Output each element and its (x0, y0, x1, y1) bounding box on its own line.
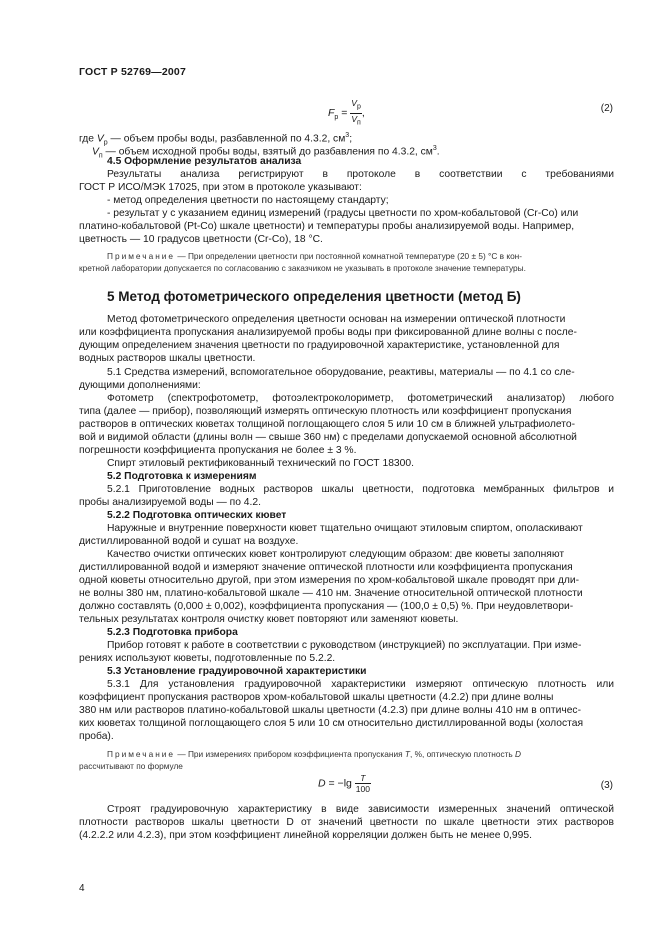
where-sub-1: р (103, 139, 108, 147)
formula-2 (328, 98, 365, 128)
paragraph-line: пробы анализируемой воды — по 4.2. (79, 497, 261, 508)
formula-3-lhs: D (318, 777, 326, 790)
paragraph-line: погрешности коэффициента пропускания не более ± 3 %. (79, 445, 357, 456)
where-var-2: V (92, 146, 99, 158)
paragraph-line: или коэффициента пропускания анализируемой пробы воды при фиксированной длине волны с после- (79, 327, 577, 338)
where-text-1: — объем пробы воды, разбавленной по 4.3.2, см (107, 133, 346, 145)
paragraph-line: рениях используют кюветы, подготовленные по 5.2.2. (79, 653, 336, 664)
paragraph-line: растворов в оптических кюветах толщиной поглощающего слоя 5 или 10 см в ближней ультрафиолето- (79, 419, 576, 430)
paragraph-line: дистиллированной водой и сушат на воздухе. (79, 536, 299, 547)
where-text-2: — объем исходной пробы воды, взятый до разбавления по 4.3.2, см (102, 146, 433, 158)
note-2-line-2: рассчитывают по формуле (79, 761, 183, 771)
note-1-line-1 (107, 251, 522, 262)
paragraph-line: проба). (79, 731, 114, 742)
paragraph-line: (4.2.2.2 или 4.2.3), при этом коэффициент линейной корреляции должен быть не менее 0,995. (79, 830, 532, 841)
note-2-text-a: — При измерениях прибором коэффициента пропускания (175, 749, 405, 759)
formula-2-lhs-sub: р (334, 114, 339, 122)
note-1-label: Примечание (107, 251, 176, 261)
formula-2-den-sub: п (357, 119, 361, 127)
formula-2-number: (2) (600, 103, 613, 114)
where-sub-2: п (98, 152, 103, 160)
formula-3-den: 100 (355, 784, 370, 794)
paragraph-line: вой и видимой области (длины волн — свыше 360 нм) с пределами допускаемой основной абсолютной (79, 432, 577, 443)
note-1-text: — При определении цветности при постоянной комнатной температуре (20 ± 5) °С в кон- (175, 251, 523, 261)
page-header: ГОСТ Р 52769—2007 (79, 66, 187, 78)
paragraph-line: ГОСТ Р ИСО/МЭК 17025, при этом в протоколе указывают: (79, 182, 362, 193)
heading-5-2-3: 5.2.3 Подготовка прибора (107, 627, 238, 638)
note-2-label: Примечание (107, 749, 176, 759)
paragraph-line: Строят градуировочную характеристику в виде зависимости измеренных значений оптической (107, 804, 614, 815)
note-1-line-2: кретной лаборатории допускается по согласованию с заказчиком не указывать в протоколе значение температуры. (79, 263, 526, 273)
note-2-text-b: , %, оптическую плотность (409, 749, 516, 759)
paragraph-line: Прибор готовят к работе в соответствии с руководством (инструкцией) по эксплуатации. При изме- (107, 640, 582, 651)
where-sup-2: 3 (432, 145, 437, 152)
note-2-var-t: T (404, 749, 410, 759)
formula-3-fraction (355, 773, 371, 794)
paragraph-line: плотности растворов шкалы цветности D от значений цветности по шкале цветности этих растворов (79, 817, 614, 828)
formula-3 (318, 773, 371, 794)
formula-2-eq: = (338, 106, 351, 119)
formula-2-fraction (350, 98, 362, 128)
paragraph-line: Метод фотометрического определения цветности основан на измерении оптической плотности (107, 314, 566, 325)
note-2-line-1 (107, 749, 521, 760)
heading-5-2: 5.2 Подготовка к измерениям (107, 471, 257, 482)
paragraph-line: не волны 380 нм, платино-кобальтовой шкале — 410 нм. Значение относительной оптической плотности (79, 588, 583, 599)
paragraph-line: - результат у с указанием единиц измерений (градусы цветности по хром-кобальтовой (Cr-Co) или (107, 208, 579, 219)
formula-3-number: (3) (600, 780, 613, 791)
formula-3-eq: = −lg (325, 777, 355, 790)
formula-3-num: T (360, 773, 366, 783)
paragraph-line: дистиллированной водой и измеряют значение оптической плотности или коэффициента пропускания (79, 562, 573, 573)
heading-4-5: 4.5 Оформление результатов анализа (107, 156, 302, 167)
paragraph-line: дующими дополнениями: (79, 380, 201, 391)
paragraph-line: цветность — 10 градусов цветности (Cr-Co), 18 °С. (79, 234, 323, 245)
paragraph-line: Фотометр (спектрофотометр, фотоэлектроколориметр, фотометрический анализатор) любого (107, 393, 614, 404)
paragraph-line: 5.1 Средства измерений, вспомогательное оборудование, реактивы, материалы — по 4.1 со сле- (107, 367, 575, 378)
paragraph-line: 380 нм или растворов платино-кобальтовой шкалы цветности (4.2.3) при длине волны 410 нм в оптичес- (79, 705, 581, 716)
paragraph-line: платино-кобальтовой (Pt-Co) шкале цветности) и температуры пробы анализируемой воды. Например, (79, 221, 575, 232)
formula-2-num-sub: р (356, 103, 361, 111)
formula-2-num: V (351, 98, 357, 108)
paragraph-line: тельных результатах контроля очистку кювет повторяют или заменяют кюветы. (79, 614, 459, 625)
paragraph-line: Наружные и внутренние поверхности кювет тщательно очищают этиловым спиртом, ополаскивают (107, 523, 583, 534)
heading-5-2-2: 5.2.2 Подготовка оптических кювет (107, 510, 287, 521)
paragraph-line: дующим определением значения цветности по градуировочной характеристике, установленной для (79, 340, 560, 351)
paragraph-line: - метод определения цветности по настоящему стандарту; (107, 195, 389, 206)
where-prefix: где (79, 133, 97, 145)
paragraph-line: 5.2.1 Приготовление водных растворов шкалы цветности, подготовка мембранных фильтров и (107, 484, 614, 495)
paragraph-line: одной кюветы относительно другой, при этом измерения по хром-кобальтовой шкале проводят при дли- (79, 575, 580, 586)
page-number: 4 (79, 883, 85, 894)
where-end-2: . (436, 146, 440, 158)
where-var-1: V (96, 133, 104, 145)
formula-2-lhs: F (328, 106, 335, 119)
paragraph-line: ких кюветах толщиной поглощающего слоя 5 или 10 см относительно дистиллированной воды (холостая (79, 718, 584, 729)
where-sup-1: 3 (345, 132, 350, 139)
formula-2-tail: , (361, 106, 365, 119)
paragraph-line: должно составлять (0,000 ± 0,002), коэффициента пропускания — (100,0 ± 0,5) %. При неудовлетвори- (79, 601, 574, 612)
paragraph-line: Спирт этиловый ректификованный технический по ГОСТ 18300. (107, 458, 414, 469)
where-end-1: ; (349, 133, 353, 145)
section-5-title: 5 Метод фотометрического определения цветности (метод Б) (107, 289, 521, 304)
paragraph-line: Качество очистки оптических кювет контролируют следующим образом: две кюветы заполняют (107, 549, 565, 560)
formula-2-den: V (351, 113, 358, 124)
paragraph-line: типа (далее — прибор), позволяющий измерять оптическую плотность или коэффициент пропускания (79, 406, 572, 417)
paragraph-line: Результаты анализа регистрируют в протоколе в соответствии с требованиями (107, 169, 614, 180)
heading-5-3: 5.3 Установление градуировочной характеристики (107, 666, 367, 677)
paragraph-line: водных растворов шкалы цветности. (79, 353, 256, 364)
note-2-var-d: D (515, 749, 522, 759)
paragraph-line: 5.3.1 Для установления градуировочной характеристики измеряют оптическую плотность или (107, 679, 614, 690)
paragraph-line: коэффициент пропускания растворов хром-кобальтовой шкалы цветности (4.2.2) при длине волны (79, 692, 554, 703)
